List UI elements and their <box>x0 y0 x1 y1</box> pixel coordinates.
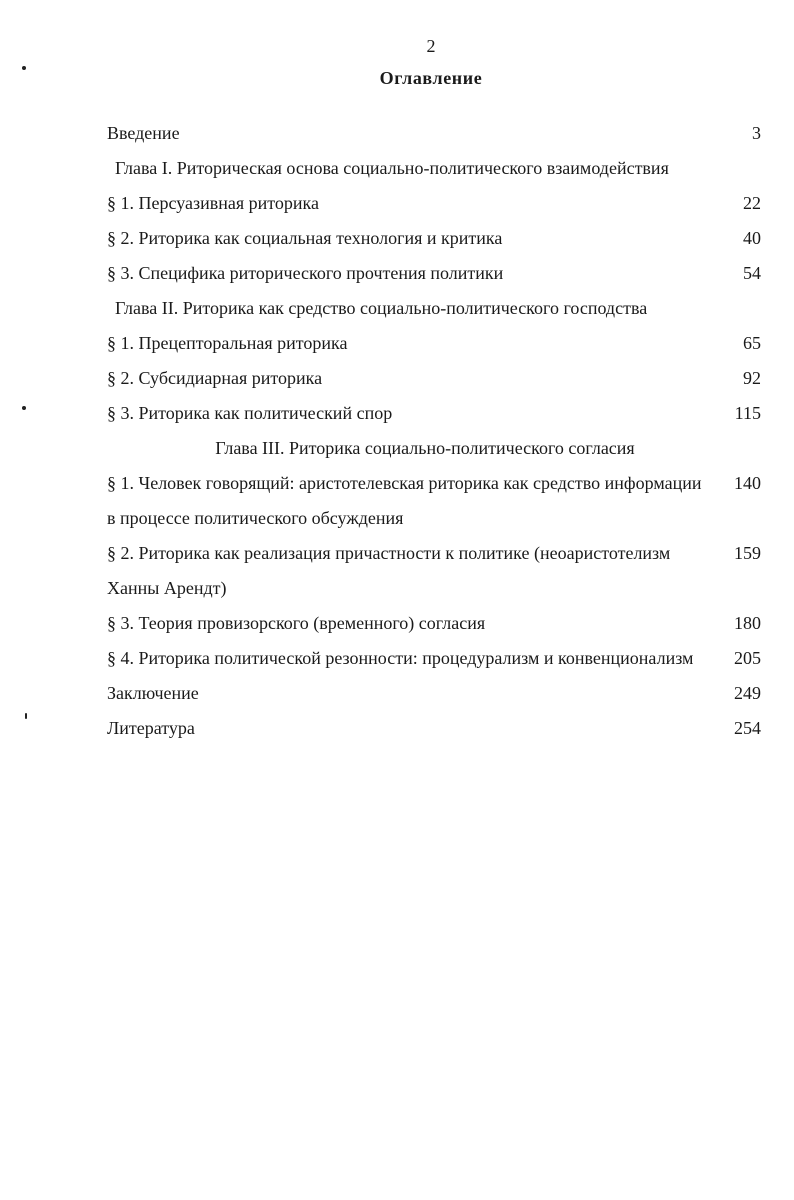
toc-entry-page: 65 <box>743 333 761 353</box>
toc-entry-label: § 2. Риторика как реализация причастности к политике (неоаристотелизм Ханны Арендт) <box>107 543 671 598</box>
toc-entry-label: § 3. Специфика риторического прочтения политики <box>107 263 504 283</box>
toc-entry-page: 54 <box>743 263 761 283</box>
chapter-1-title: Глава I. Риторическая основа социально-политического взаимодействия <box>115 158 669 178</box>
toc-entry-section <box>107 326 761 361</box>
toc-entry-section <box>107 641 761 676</box>
page-number: 2 <box>426 36 436 56</box>
toc-entry-label: § 3. Риторика как политический спор <box>107 403 393 423</box>
chapter-3-title: Глава III. Риторика социально-политического согласия <box>215 438 635 458</box>
toc-entry-label: § 4. Риторика политической резонности: процедурализм и конвенционализм <box>107 648 694 668</box>
toc-entry-label: § 3. Теория провизорского (временного) согласия <box>107 613 486 633</box>
toc-entry-section <box>107 606 761 641</box>
toc-entry-page: 140 <box>734 473 761 493</box>
toc-entry-page: 3 <box>752 123 761 143</box>
toc-entry-page: 22 <box>743 193 761 213</box>
toc-entry-label: § 1. Персуазивная риторика <box>107 193 319 213</box>
toc-entry-section <box>107 186 761 221</box>
toc-entry-section <box>107 536 761 606</box>
toc-entry-section <box>107 221 761 256</box>
toc-entry-page: 92 <box>743 368 761 388</box>
toc-entry-page: 159 <box>734 543 761 563</box>
toc-entry-conclusion <box>107 676 761 711</box>
toc-entry-page: 115 <box>734 403 761 423</box>
toc-entry-section <box>107 256 761 291</box>
toc-entry-literature <box>107 711 761 746</box>
toc-entry-label: Заключение <box>107 683 199 703</box>
toc-entry-section <box>107 466 761 536</box>
toc-entry-section <box>107 396 761 431</box>
toc-entry-page: 40 <box>743 228 761 248</box>
toc-entry-page: 254 <box>734 718 761 738</box>
toc-entry-label: Введение <box>107 123 180 143</box>
toc-heading: Оглавление <box>379 68 483 88</box>
scan-speck <box>22 406 26 410</box>
toc-entry-section <box>107 361 761 396</box>
toc-entry-page: 205 <box>734 648 761 668</box>
toc-entry-page: 249 <box>734 683 761 703</box>
table-of-contents <box>107 116 761 746</box>
toc-entry-label: § 2. Риторика как социальная технология и критика <box>107 228 503 248</box>
chapter-2-title: Глава II. Риторика как средство социально-политического господства <box>115 298 648 318</box>
toc-entry-label: § 2. Субсидиарная риторика <box>107 368 323 388</box>
toc-entry-page: 180 <box>734 613 761 633</box>
scan-speck <box>22 66 26 70</box>
toc-entry-label: § 1. Человек говорящий: аристотелевская риторика как средство информации в процессе политического обсуждения <box>107 473 702 528</box>
toc-entry-label: § 1. Прецепторальная риторика <box>107 333 348 353</box>
scan-speck <box>25 713 27 719</box>
toc-entry-intro <box>107 116 761 151</box>
toc-entry-label: Литература <box>107 718 195 738</box>
